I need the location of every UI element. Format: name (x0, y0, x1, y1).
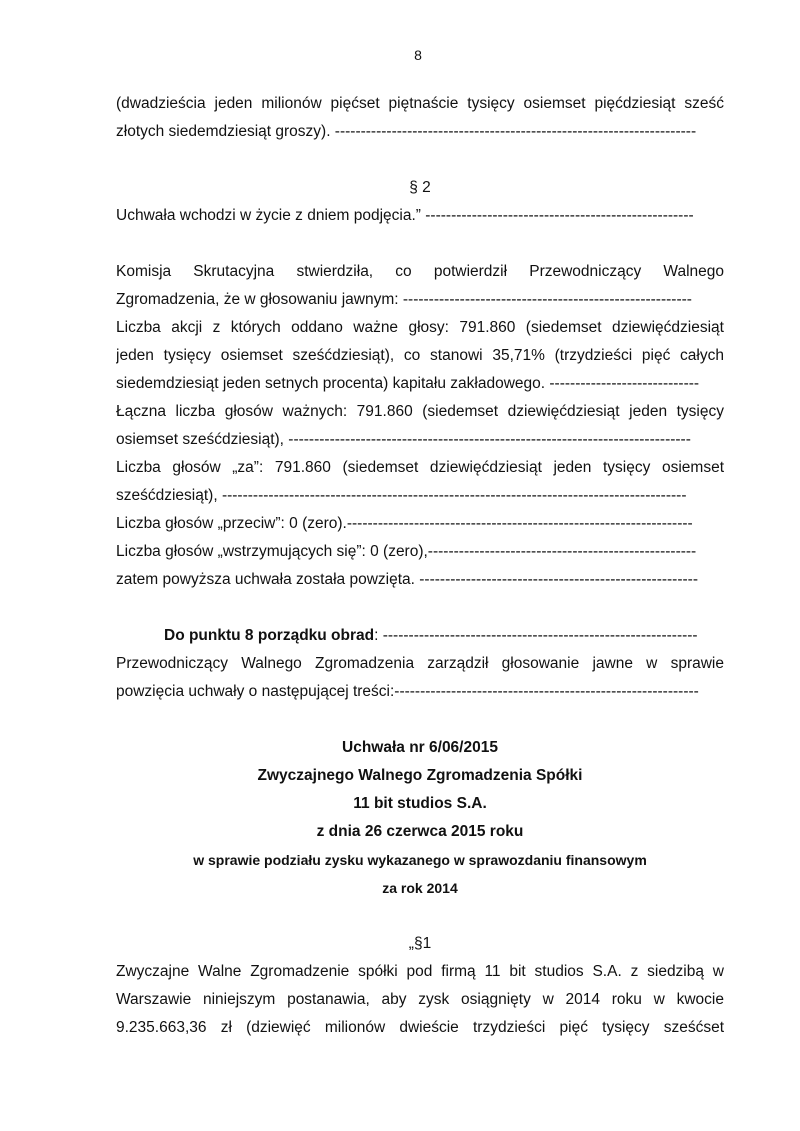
text-line: 9.235.663,36 zł (dziewięć milionów dwieście trzydzieści pięć tysięcy sześćset (116, 1019, 724, 1036)
text-line: złotych siedemdziesiąt groszy). ---------------------------------------------------------------------- (116, 123, 697, 140)
text-line: Zwyczajne Walne Zgromadzenie spółki pod firmą 11 bit studios S.A. z siedzibą w (116, 963, 724, 980)
page-number: 8 (414, 47, 422, 63)
text-line: osiemset sześćdziesiąt), ------------------------------------------------------------------------------ (116, 431, 691, 448)
resolution-subject-year: za rok 2014 (382, 880, 458, 896)
text-line: (dwadzieścia jeden milionów pięćset piętnaście tysięcy osiemset pięćdziesiąt sześć (116, 95, 724, 112)
text-line: Liczba akcji z których oddano ważne głosy: 791.860 (siedemset dziewięćdziesiąt (116, 319, 724, 336)
text-line: Łączna liczba głosów ważnych: 791.860 (siedemset dziewięćdziesiąt jeden tysięcy (116, 403, 724, 420)
resolution-subject: w sprawie podziału zysku wykazanego w sprawozdaniu finansowym (193, 852, 647, 868)
text-line: sześćdziesiąt), ------------------------------------------------------------------------------------------ (116, 487, 687, 504)
section-heading: „§1 (408, 935, 432, 952)
text-line: Komisja Skrutacyjna stwierdziła, co potwierdził Przewodniczący Walnego (116, 263, 724, 280)
text-line: Liczba głosów „przeciw”: 0 (zero).------------------------------------------------------------------- (116, 515, 693, 532)
text-line: powzięcia uchwały o następującej treści:----------------------------------------------------------- (116, 683, 699, 700)
text-line: zatem powyższa uchwała została powzięta. ------------------------------------------------------ (116, 571, 698, 588)
text-line: siedemdziesiąt jeden setnych procenta) kapitału zakładowego. ----------------------------- (116, 375, 700, 392)
agenda-point-line (116, 622, 724, 650)
text-line: Liczba głosów „za”: 791.860 (siedemset dziewięćdziesiąt jeden tysięcy osiemset (116, 459, 724, 476)
text-line: Uchwała wchodzi w życie z dniem podjęcia.” ---------------------------------------------------- (116, 207, 694, 224)
section-heading: § 2 (409, 179, 431, 196)
agenda-point-label: Do punktu 8 porządku obrad (164, 627, 375, 644)
text-line: jeden tysięcy osiemset sześćdziesiąt), co stanowi 35,71% (trzydzieści pięć całych (116, 347, 724, 364)
resolution-date: z dnia 26 czerwca 2015 roku (316, 823, 524, 840)
text-line: Przewodniczący Walnego Zgromadzenia zarządził głosowanie jawne w sprawie (116, 655, 724, 672)
text-line: Liczba głosów „wstrzymujących się”: 0 (zero),---------------------------------------------------- (116, 543, 697, 560)
document-body (116, 90, 724, 1042)
text-line: Zgromadzenia, że w głosowaniu jawnym: -------------------------------------------------------- (116, 291, 692, 308)
resolution-title: Uchwała nr 6/06/2015 (342, 739, 498, 756)
text-line: Warszawie niniejszym postanawia, aby zysk osiągnięty w 2014 roku w kwocie (116, 991, 724, 1008)
resolution-body: Zwyczajnego Walnego Zgromadzenia Spółki (257, 767, 583, 784)
resolution-company: 11 bit studios S.A. (353, 795, 487, 812)
agenda-point-dashes: : ------------------------------------------------------------- (374, 627, 698, 644)
